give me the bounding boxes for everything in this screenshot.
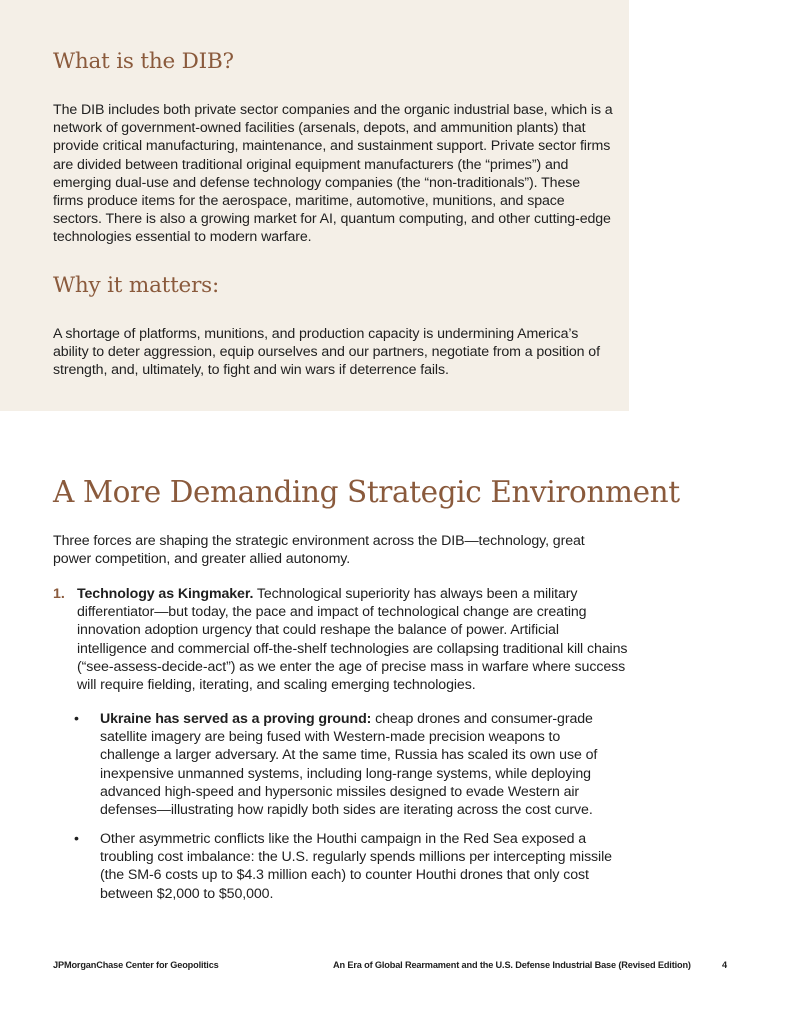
bullet-marker: • — [74, 711, 79, 727]
section-intro: Three forces are shaping the strategic environment across the DIB—technology, great power competition, and greater allied autonomy. — [53, 533, 585, 568]
bullet-marker: • — [74, 831, 79, 847]
page-number: 4 — [722, 960, 727, 970]
footer-report-title: An Era of Global Rearmament and the U.S. Defense Industrial Base (Revised Edition) — [333, 960, 691, 970]
footer-publisher: JPMorganChase Center for Geopolitics — [53, 960, 219, 970]
bullet-ukraine — [100, 710, 620, 819]
list-item-lead: Technology as Kingmaker. — [77, 586, 254, 602]
dib-heading: What is the DIB? — [53, 49, 234, 74]
list-item-text: Technological superiority has always been a military differentiator—but today, the pace and impact of technological change are creating innovation adoption urgency that could reshape the balance of power. Artificial intelligence and commercial off-the-shelf technologies are collapsing traditional kill chains (“see-assess-decide-act”) as we enter the age of precise mass in warfare where success will require fielding, iterating, and scaling emerging technologies. — [77, 586, 628, 694]
bullet-lead: Ukraine has served as a proving ground: — [100, 711, 372, 727]
why-it-matters-text: A shortage of platforms, munitions, and production capacity is undermining America’s ability to deter aggression, equip ourselves and our partners, negotiate from a position of strength, and, ultimately, to fight and win wars if deterrence fails. — [53, 326, 600, 379]
bullet-text: cheap drones and consumer-grade satellite imagery are being fused with Western-made precision weapons to challenge a larger adversary. At the same time, Russia has scaled its own use of inexpensive unmanned systems, including long-range systems, while deploying advanced high-speed and hypersonic missiles designed to evade Western air defenses—illustrating how rapidly both sides are iterating across the cost curve. — [100, 711, 598, 819]
bullet-houthi: Other asymmetric conflicts like the Houthi campaign in the Red Sea exposed a troubling cost imbalance: the U.S. regularly spends millions per intercepting missile (the SM-6 costs up to $4.3 million each) to counter Houthi drones that only cost between $2,000 to $50,000. — [100, 831, 612, 902]
dib-description: The DIB includes both private sector companies and the organic industrial base, which is a network of government-owned facilities (arsenals, depots, and ammunition plants) that provide critical manufacturing, maintenance, and sustainment support. Private sector firms are divided between traditional original equipment manufacturers (the “primes”) and emerging dual-use and defense technology companies (the “non-traditionals”). These firms produce items for the aerospace, maritime, automotive, munitions, and space sectors. There is also a growing market for AI, quantum computing, and other cutting-edge technologies essential to modern warfare. — [53, 102, 613, 246]
section-title: A More Demanding Strategic Environment — [53, 475, 680, 509]
list-item-technology — [77, 585, 632, 694]
why-it-matters-heading: Why it matters: — [53, 273, 220, 298]
info-panel — [0, 0, 629, 411]
list-number: 1. — [53, 586, 65, 602]
